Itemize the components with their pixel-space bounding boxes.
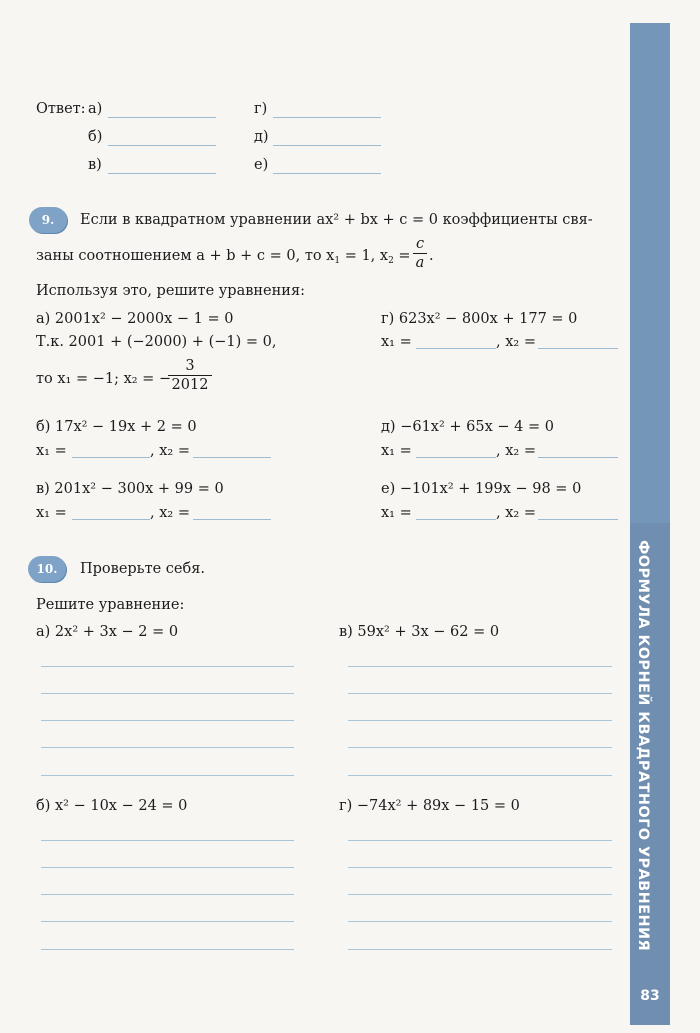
task-10a-line[interactable] <box>41 747 294 748</box>
textbook-page: Ответ: а) б) в) г) д) е) 9. Если в квадратном уравнении ax² + bx + c = 0 коэффициенты свя- заны соотношением a + b + c = 0, то $x_1 = 1$, $x_2$ = c a . Используя это, решите уравнения: а) 2001x² − 2000x − 1 = 0 Т.к. 2001 + (−2000) + (−1) = 0, то x₁ = −1; x₂ = − 3 2012 г) 623x² − 800x + 177 = 0 x₁ = , x₂ = б) 17x² − 19x + 2 = 0 x₁ = , x₂ = д) −61x² + 65x − 4 = 0 x₁ = , x₂ = в) 201x² − 300x + 99 = 0 x₁ = , x₂ = е) −101x² + 199x − 98 = 0 x₁ = , x₂ = 10. Проверьте себя. Решите уравнение: а) 2x² + 3x − 2 = 0 в) 59x² + 3x − 62 = 0 б) x² − 10x − 24 = 0 г) −74x² + 89x − 15 = 0 ФОРМУЛА КОРНЕЙ КВАДРАТНОГО УРАВНЕНИЯ 83 <box>0 0 700 1033</box>
answer-line-e[interactable] <box>273 173 381 174</box>
intro-fraction <box>413 236 427 271</box>
task-10v-line[interactable] <box>348 693 612 694</box>
task-10-instruction: Решите уравнение: <box>36 597 185 613</box>
task-10v-line[interactable] <box>348 666 612 667</box>
task-10a-line[interactable] <box>41 693 294 694</box>
intro-line2-mid: = 1, x <box>340 248 389 264</box>
task-9g-x1-label: x₁ = <box>381 334 412 350</box>
task-9a-fraction <box>168 358 212 393</box>
task-9e-equation: е) −101x² + 199x − 98 = 0 <box>381 481 582 497</box>
answer-key-e: е) <box>254 157 269 173</box>
task-9a-note: Т.к. 2001 + (−2000) + (−1) = 0, <box>36 334 277 350</box>
answer-key-g: г) <box>254 101 268 117</box>
task-10v-line[interactable] <box>348 747 612 748</box>
task-9e-x2-line[interactable] <box>538 519 618 520</box>
task-10b-line[interactable] <box>41 894 294 895</box>
answer-line-b[interactable] <box>108 145 216 146</box>
task-9v-x2-label: , x₂ = <box>150 505 190 521</box>
answer-line-g[interactable] <box>273 117 381 118</box>
task-10g-line[interactable] <box>348 921 612 922</box>
task-10a-line[interactable] <box>41 666 294 667</box>
task-10g-line[interactable] <box>348 894 612 895</box>
intro-fraction-numerator: c <box>415 236 425 252</box>
task-10v-equation: в) 59x² + 3x − 62 = 0 <box>339 624 500 640</box>
task-10g-line[interactable] <box>348 867 612 868</box>
task-9a-result: то x₁ = −1; x₂ = − <box>36 371 172 387</box>
task-10b-line[interactable] <box>41 867 294 868</box>
task-10b-line[interactable] <box>41 921 294 922</box>
task-9v-x1-label: x₁ = <box>36 505 67 521</box>
task-9e-x2-label: , x₂ = <box>496 505 536 521</box>
task-10a-line[interactable] <box>41 720 294 721</box>
task-10g-line[interactable] <box>348 840 612 841</box>
task-9b-x1-label: x₁ = <box>36 443 67 459</box>
task-10b-line[interactable] <box>41 840 294 841</box>
intro-fraction-denominator: a <box>415 255 425 271</box>
task-9g-x1-line[interactable] <box>416 348 496 349</box>
task-9v-x1-line[interactable] <box>72 519 150 520</box>
task-10a-line[interactable] <box>41 775 294 776</box>
task-9a-fraction-denominator: 2012 <box>171 377 209 393</box>
task-10a-equation: а) 2x² + 3x − 2 = 0 <box>36 624 179 640</box>
task-9-intro-line1: Если в квадратном уравнении ax² + bx + c = 0 коэффициенты свя- <box>80 212 593 228</box>
answer-key-d: д) <box>254 129 269 145</box>
task-10-title: Проверьте себя. <box>80 561 205 577</box>
answer-key-a: а) <box>88 101 103 117</box>
answer-key-b: б) <box>88 129 103 145</box>
task-9b-x2-label: , x₂ = <box>150 443 190 459</box>
task-9d-x1-line[interactable] <box>416 457 496 458</box>
task-9e-x1-label: x₁ = <box>381 505 412 521</box>
task-9b-x2-line[interactable] <box>193 457 271 458</box>
intro-equals: = <box>393 248 411 264</box>
task-9a-fraction-numerator: 3 <box>185 358 195 374</box>
task-9g-x2-line[interactable] <box>538 348 618 349</box>
answer-line-a[interactable] <box>108 117 216 118</box>
chapter-title: ФОРМУЛА КОРНЕЙ КВАДРАТНОГО УРАВНЕНИЯ <box>635 540 651 952</box>
page-number: 83 <box>640 988 660 1004</box>
task-9g-equation: г) 623x² − 800x + 177 = 0 <box>381 311 578 327</box>
intro-x2-subscript: 2 <box>388 256 394 266</box>
task-9d-equation: д) −61x² + 65x − 4 = 0 <box>381 419 554 435</box>
task-9v-equation: в) 201x² − 300x + 99 = 0 <box>36 481 224 497</box>
task-9b-equation: б) 17x² − 19x + 2 = 0 <box>36 419 197 435</box>
task-10-badge: 10. <box>28 556 66 582</box>
task-9a-equation: а) 2001x² − 2000x − 1 = 0 <box>36 311 234 327</box>
task-9d-x2-label: , x₂ = <box>496 443 536 459</box>
intro-line2-start: заны соотношением a + b + c = 0, то x <box>36 248 335 264</box>
task-9b-x1-line[interactable] <box>72 457 150 458</box>
answer-line-v[interactable] <box>108 173 216 174</box>
task-9g-x2-label: , x₂ = <box>496 334 536 350</box>
task-9d-x1-label: x₁ = <box>381 443 412 459</box>
task-9-instruction: Используя это, решите уравнения: <box>36 283 306 299</box>
task-10v-line[interactable] <box>348 775 612 776</box>
task-9-badge: 9. <box>29 207 67 233</box>
task-10b-line[interactable] <box>41 949 294 950</box>
chapter-sidebar-top <box>630 23 670 523</box>
task-9v-x2-line[interactable] <box>193 519 271 520</box>
task-10b-equation: б) x² − 10x − 24 = 0 <box>36 798 188 814</box>
intro-x1-subscript: 1 <box>334 256 341 266</box>
task-9e-x1-line[interactable] <box>416 519 496 520</box>
task-9-intro-line2 <box>36 247 411 265</box>
task-10v-line[interactable] <box>348 720 612 721</box>
answer-line-d[interactable] <box>273 145 381 146</box>
task-10g-equation: г) −74x² + 89x − 15 = 0 <box>339 798 520 814</box>
answer-label: Ответ: <box>36 101 86 117</box>
task-10g-line[interactable] <box>348 949 612 950</box>
task-9d-x2-line[interactable] <box>538 457 618 458</box>
answer-key-v: в) <box>88 157 102 173</box>
